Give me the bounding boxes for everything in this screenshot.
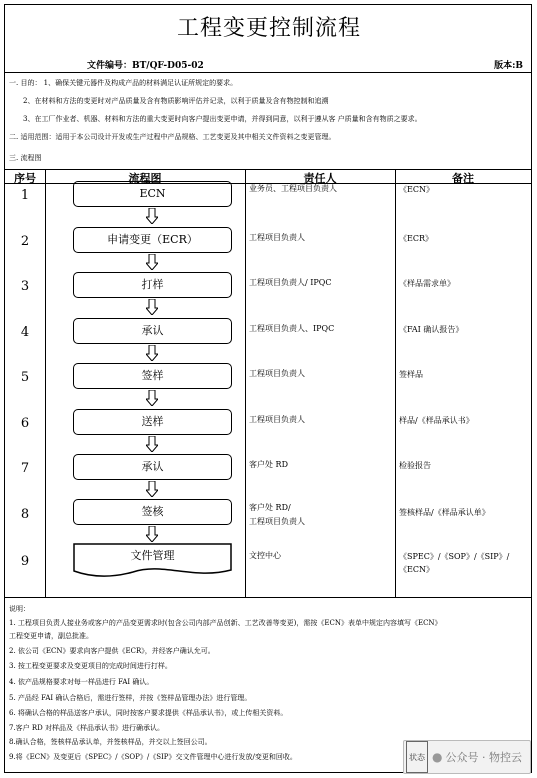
down-arrow-icon — [146, 345, 158, 361]
flow-step-sign-off: 签核 — [73, 499, 232, 525]
wechat-icon: ● — [432, 750, 443, 764]
flow-step-send-sample: 送样 — [73, 409, 232, 435]
note-line: 6. 将确认合格的样品送客户承认，同时按客户要求提供《样品承认书》，或上传相关资料。 — [9, 709, 288, 717]
row-number: 5 — [20, 370, 30, 385]
down-arrow-icon — [146, 254, 158, 270]
flow-step-sign-sample: 签样 — [73, 363, 232, 389]
note-line: 2. 依公司《ECN》要求向客户提供《ECR》，并经客户确认允可。 — [9, 647, 215, 655]
header-seq: 序号 — [14, 172, 36, 185]
remark: 《ECN》 — [399, 185, 434, 194]
remark: 《样品需求单》 — [399, 279, 455, 288]
remark: 检验报告 — [399, 461, 431, 470]
watermark-badge — [403, 740, 531, 774]
row-number: 9 — [20, 554, 30, 569]
responsible: 工程项目负责人、IPQC — [249, 324, 335, 333]
row-number: 7 — [20, 461, 30, 476]
scope-line: 二. 适用范围：适用于本公司设计开发或生产过程中产品规格、工艺变更及其中相关文件资料之变更管理。 — [9, 133, 336, 141]
purpose-line-1: 一. 目的： 1、确保关键元器件及构成产品的材料满足认证所规定的要求。 — [9, 79, 238, 87]
flow-step-ecr: 申请变更（ECR） — [73, 227, 232, 253]
flow-step-approve: 承认 — [73, 318, 232, 344]
note-line: 4. 依产品规格要求对每一样品进行 FAI 确认。 — [9, 678, 154, 686]
remark: 《ECR》 — [399, 234, 433, 243]
row-number: 1 — [20, 188, 30, 203]
responsible: 工程项目负责人 — [249, 415, 305, 424]
document-frame — [4, 4, 532, 773]
document-title: 工程变更控制流程 — [176, 16, 361, 41]
responsible: 工程项目负责人 — [249, 517, 305, 526]
header-responsible: 责任人 — [303, 172, 337, 185]
table-bottom-border — [5, 597, 531, 598]
down-arrow-icon — [146, 436, 158, 452]
row-number: 8 — [20, 507, 30, 522]
purpose-line-2: 2、在材料和方法的变更时对产品质量及含有物质影响评估并记录，以利于质量及含有物控制和追溯 — [23, 97, 329, 105]
header-flowchart: 流程图 — [128, 172, 162, 185]
note-line: 8.确认合格，签核样品承认单，并签核样品，并交以上签回公司。 — [9, 738, 212, 746]
table-col-divider-3 — [395, 169, 396, 597]
flow-step-document-management: 文件管理 — [130, 549, 175, 562]
row-number: 4 — [20, 325, 30, 340]
watermark-text: 公众号 · 物控云 — [445, 751, 522, 764]
down-arrow-icon — [146, 208, 158, 224]
row-number: 2 — [20, 234, 30, 249]
status-stamp: 状态 — [406, 741, 428, 773]
flow-heading: 三. 流程图 — [9, 154, 42, 162]
responsible: 工程项目负责人 — [249, 233, 305, 242]
remark: 《SPEC》/《SOP》/《SIP》/《ECN》 — [399, 552, 510, 574]
remark: 签核样品/《样品承认单》 — [399, 508, 490, 517]
responsible: 工程项目负责人 — [249, 369, 305, 378]
flow-step-sample: 打样 — [73, 272, 232, 298]
table-col-divider-2 — [245, 169, 246, 597]
responsible: 文控中心 — [249, 551, 281, 560]
responsible: 工程项目负责人/ IPQC — [249, 278, 332, 287]
header-remarks: 备注 — [452, 172, 474, 185]
note-line: 1. 工程项目负责人接业务或客户的产品变更需求时(包含公司内部产品创新、工艺改善等变更)，需按《ECN》表单中规定内容填写《ECN》 — [9, 619, 442, 627]
row-number: 3 — [20, 279, 30, 294]
responsible: 业务员、工程项目负责人 — [249, 184, 337, 193]
note-line: 9.将《ECN》及变更后《SPEC》/《SOP》/《SIP》交文件管理中心进行发放/变更和回收。 — [9, 753, 297, 761]
doc-number: 文件编号：BT/QF-D05-02 — [87, 61, 204, 71]
purpose-line-3: 3、在工厂作业者、机器、材料和方法的重大变更时向客户提出变更申请，并得到同意，以利于遵从客 户质量和含有物质之要求。 — [23, 115, 422, 123]
responsible: 客户处 RD — [249, 460, 288, 469]
note-line: 工程变更申请，副总批准。 — [9, 632, 93, 640]
responsible: 客户处 RD/ — [249, 503, 291, 512]
table-col-divider-1 — [45, 169, 46, 597]
flow-step-customer-approve: 承认 — [73, 454, 232, 480]
notes-title: 说明： — [9, 605, 30, 613]
remark: 样品/《样品承认书》 — [399, 416, 474, 425]
doc-version: 版本:B — [494, 61, 523, 71]
down-arrow-icon — [146, 481, 158, 497]
down-arrow-icon — [146, 299, 158, 315]
remark: 签样品 — [399, 370, 423, 379]
down-arrow-icon — [146, 390, 158, 406]
flow-step-ecn: ECN — [73, 181, 232, 207]
remark: 《FAI 确认报告》 — [399, 325, 464, 334]
down-arrow-icon — [146, 526, 158, 542]
row-number: 6 — [20, 416, 30, 431]
note-line: 5. 产品经 FAI 确认合格后，需进行签样，并按《签样品管理办法》进行管理。 — [9, 694, 252, 702]
note-line: 3. 按工程变更要求及变更项目的完成时间进行打样。 — [9, 662, 172, 670]
note-line: 7.客户 RD 对样品及《样品承认书》进行确承认。 — [9, 724, 165, 732]
header-divider — [5, 72, 531, 73]
